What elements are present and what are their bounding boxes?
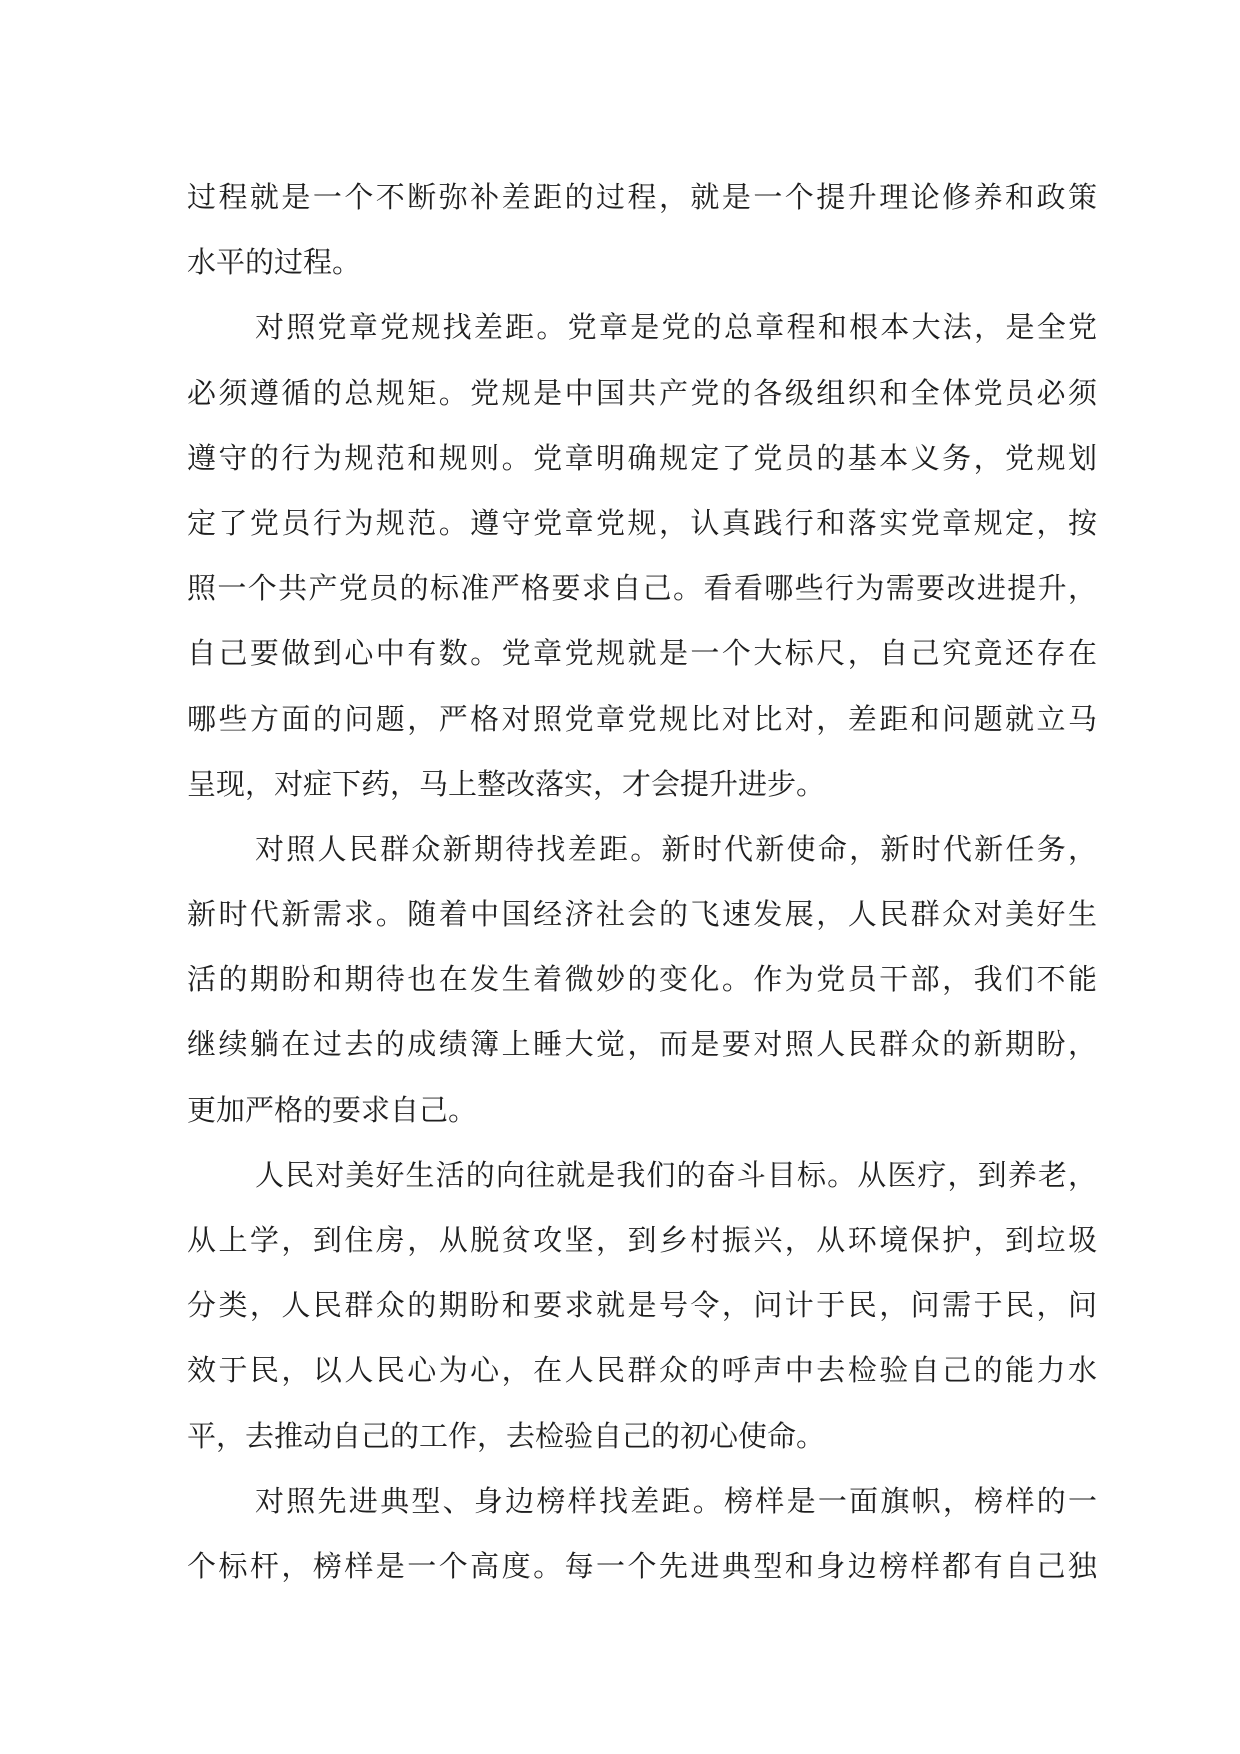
text-line: 必须遵循的总规矩。党规是中国共产党的各级组织和全体党员必须 bbox=[187, 375, 1097, 410]
text-line: 对照先进典型、身边榜样找差距。榜样是一面旗帜，榜样的一 bbox=[255, 1483, 1097, 1518]
text-line: 人民对美好生活的向往就是我们的奋斗目标。从医疗，到养老， bbox=[255, 1157, 1097, 1192]
text-line: 活的期盼和期待也在发生着微妙的变化。作为党员干部，我们不能 bbox=[187, 962, 1097, 997]
text-line: 继续躺在过去的成绩簿上睡大觉，而是要对照人民群众的新期盼， bbox=[187, 1027, 1097, 1062]
text-line: 更加严格的要求自己。 bbox=[187, 1092, 478, 1127]
text-line: 个标杆，榜样是一个高度。每一个先进典型和身边榜样都有自己独 bbox=[187, 1548, 1097, 1583]
text-line: 新时代新需求。随着中国经济社会的飞速发展，人民群众对美好生 bbox=[187, 897, 1097, 932]
text-line: 分类，人民群众的期盼和要求就是号令，问计于民，问需于民，问 bbox=[187, 1288, 1097, 1323]
text-line: 对照人民群众新期待找差距。新时代新使命，新时代新任务， bbox=[255, 831, 1097, 866]
text-line: 对照党章党规找差距。党章是党的总章程和根本大法，是全党 bbox=[255, 310, 1097, 345]
text-line: 水平的过程。 bbox=[187, 245, 362, 280]
text-line: 平，去推动自己的工作，去检验自己的初心使命。 bbox=[187, 1418, 826, 1453]
document-body bbox=[187, 165, 1097, 1599]
text-line: 照一个共产党员的标准严格要求自己。看看哪些行为需要改进提升， bbox=[187, 571, 1097, 606]
text-line: 从上学，到住房，从脱贫攻坚，到乡村振兴，从环境保护，到垃圾 bbox=[187, 1223, 1097, 1257]
text-line: 哪些方面的问题，严格对照党章党规比对比对，差距和问题就立马 bbox=[187, 701, 1097, 736]
text-line: 呈现，对症下药，马上整改落实，才会提升进步。 bbox=[187, 766, 826, 801]
text-line: 遵守的行为规范和规则。党章明确规定了党员的基本义务，党规划 bbox=[187, 440, 1097, 475]
text-line: 过程就是一个不断弥补差距的过程，就是一个提升理论修养和政策 bbox=[187, 180, 1097, 214]
text-line: 定了党员行为规范。遵守党章党规，认真践行和落实党章规定，按 bbox=[187, 505, 1097, 540]
text-line: 效于民，以人民心为心，在人民群众的呼声中去检验自己的能力水 bbox=[187, 1353, 1097, 1388]
text-line: 自己要做到心中有数。党章党规就是一个大标尺，自己究竟还存在 bbox=[187, 636, 1097, 671]
